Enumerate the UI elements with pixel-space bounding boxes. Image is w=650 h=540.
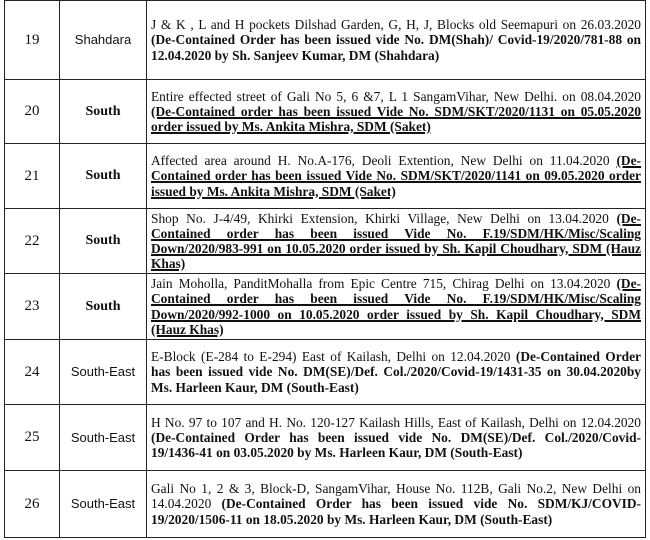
table-row <box>5 471 646 538</box>
district-cell: South <box>60 80 147 144</box>
table-row <box>5 144 646 209</box>
area-text: E-Block (E-284 to E-294) East of Kailash, Delhi on 12.04.2020 <box>151 349 511 365</box>
details-cell <box>147 209 646 274</box>
table-row <box>5 405 646 471</box>
serial-number-cell: 24 <box>5 340 60 405</box>
district-cell: South-East <box>60 405 147 471</box>
serial-number-cell: 21 <box>5 144 60 209</box>
serial-number-cell: 23 <box>5 274 60 340</box>
order-text: (De-Contained Order has been issued vide No. DM(Shah)/ Covid-19/2020/781-88 on 12.04.2020 by Sh. Sanjeev Kumar, DM (Shahdara) <box>151 32 641 63</box>
table-row <box>5 340 646 405</box>
area-text: Shop No. J-4/49, Khirki Extension, Khirki Village, New Delhi on 13.04.2020 <box>151 210 609 226</box>
serial-number-cell: 25 <box>5 405 60 471</box>
serial-number-cell: 19 <box>5 1 60 80</box>
details-cell <box>147 405 646 471</box>
area-text: H No. 97 to 107 and H. No. 120-127 Kailash Hills, East of Kailash, Delhi on 12.04.2020 <box>151 414 641 430</box>
area-text: Jain Moholla, PanditMohalla from Epic Centre 715, Chirag Delhi on 13.04.2020 <box>151 276 611 292</box>
order-text: (De-Contained Order has been issued vide No. DM(SE)/Def. Col./2020/Covid-19/1431-35 on 30.04.2020by Ms. Harleen Kaur, DM (South-East) <box>151 349 641 395</box>
area-text: J & K , L and H pockets Dilshad Garden, G, H, J, Blocks old Seemapuri on 26.03.2020 <box>151 17 641 33</box>
area-text: Affected area around H. No.A-176, Deoli Extention, New Delhi on 11.04.2020 <box>151 153 610 169</box>
details-cell <box>147 144 646 209</box>
district-cell: South <box>60 144 147 209</box>
order-text: (De-Contained order has been issued Vide No. SDM/SKT/2020/1141 on 09.05.2020 order issued by Ms. Ankita Mishra, SDM (Saket) <box>151 153 641 199</box>
district-cell: South <box>60 209 147 274</box>
order-text: (De-Contained order has been issued Vide No. F.19/SDM/HK/Misc/Scaling Down/2020/983-991 on 10.05.2020 order issued by Sh. Kapil Choudhary, SDM (Hauz Khas) <box>151 210 641 272</box>
serial-number-cell: 26 <box>5 471 60 538</box>
serial-number-cell: 20 <box>5 80 60 144</box>
order-text: (De-Contained Order has been issued vide No. DM(SE)/Def. Col./2020/Covid-19/1436-41 on 03.05.2020 by Ms. Harleen Kaur, DM (South-East) <box>151 429 641 461</box>
area-text: Gali No 1, 2 & 3, Block-D, SangamVihar, House No. 112B, Gali No.2, New Delhi on 14.04.2020 <box>151 481 641 512</box>
serial-number-cell: 22 <box>5 209 60 274</box>
details-cell <box>147 471 646 538</box>
table-row <box>5 274 646 340</box>
order-text: (De-Contained order has been issued Vide No. SDM/SKT/2020/1131 on 05.05.2020 order issued by Ms. Ankita Mishra, SDM (Saket) <box>151 103 641 135</box>
details-cell <box>147 1 646 80</box>
details-cell <box>147 340 646 405</box>
district-cell: Shahdara <box>60 1 147 80</box>
table-row <box>5 209 646 274</box>
district-cell: South-East <box>60 340 147 405</box>
details-cell <box>147 80 646 144</box>
district-cell: South-East <box>60 471 147 538</box>
order-text: (De-Contained Order has been issued vide No. SDM/KJ/COVID-19/2020/1506-11 on 18.05.2020 by Ms. Harleen Kaur, DM (South-East) <box>151 496 641 527</box>
table-row <box>5 1 646 80</box>
details-cell <box>147 274 646 340</box>
table-row <box>5 80 646 144</box>
district-cell: South <box>60 274 147 340</box>
area-text: Entire effected street of Gali No 5, 6 &7, L 1 SangamVihar, New Delhi. on 08.04.2020 <box>151 88 641 104</box>
table-body <box>5 1 646 538</box>
containment-zones-table <box>4 0 646 538</box>
order-text: (De-Contained order has been issued Vide No. F.19/SDM/HK/Misc/Scaling Down/2020/992-1000 on 10.05.2020 order issued by Sh. Kapil Choudhary, SDM (Hauz Khas) <box>151 276 641 337</box>
